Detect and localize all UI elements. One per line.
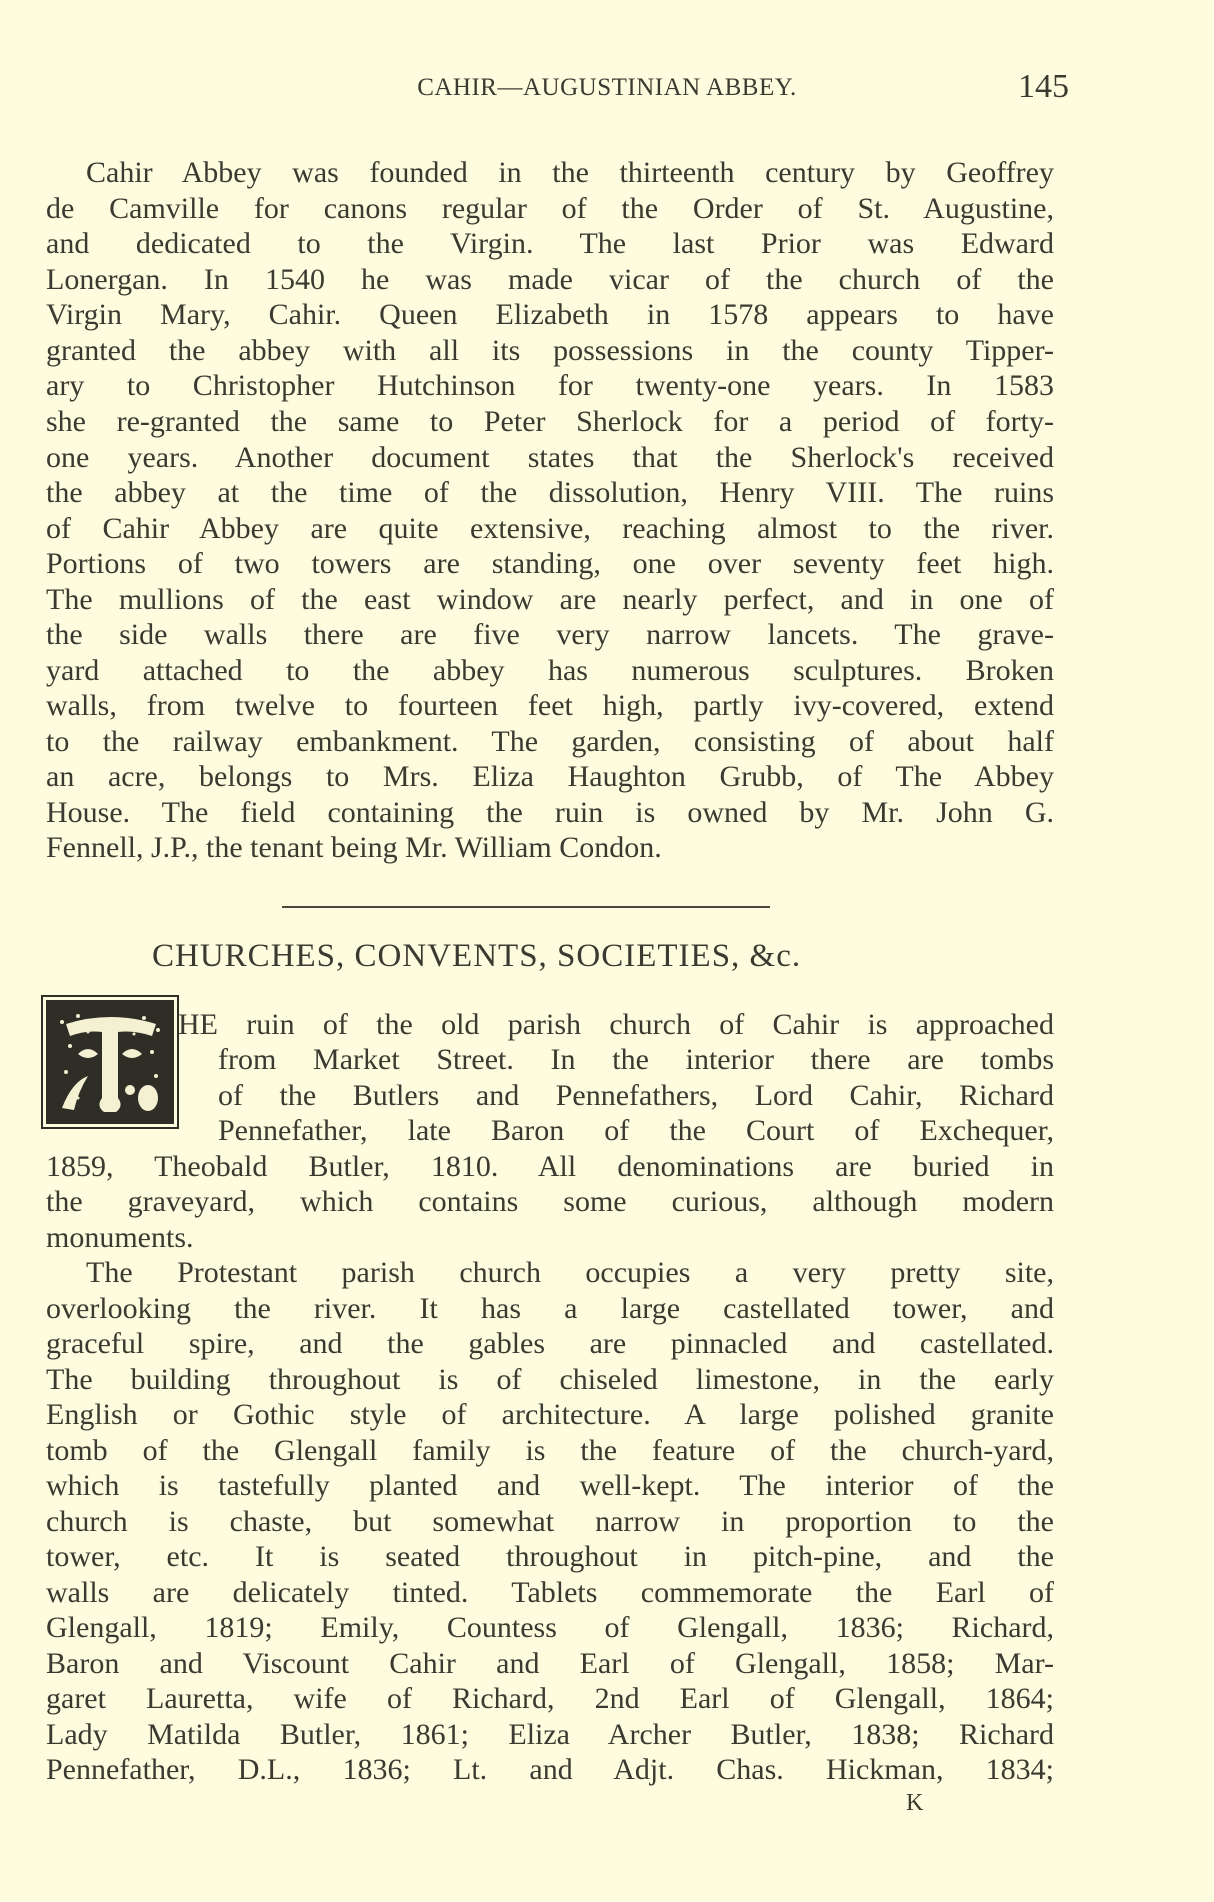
text-line: Pennefather, late Baron of the Court of Exchequer, [218,1114,1054,1147]
text-line: Pennefather, D.L., 1836; Lt. and Adjt. Chas. Hickman, 1834; [46,1753,1054,1786]
text-line: church is chaste, but somewhat narrow in proportion to the [46,1505,1054,1538]
running-head: CAHIR—AUGUSTINIAN ABBEY. [417,74,797,101]
text-line: yard attached to the abbey has numerous sculptures. Broken [46,654,1054,687]
text-line: monuments. [46,1221,194,1254]
text-line: garet Lauretta, wife of Richard, 2nd Earl of Glengall, 1864; [46,1682,1054,1715]
text-line: graceful spire, and the gables are pinnacled and castellated. [46,1327,1054,1360]
text-line: she re-granted the same to Peter Sherlock for a period of forty- [46,405,1054,438]
text-line: ary to Christopher Hutchinson for twenty-one years. In 1583 [46,369,1054,402]
text-line: Lady Matilda Butler, 1861; Eliza Archer Butler, 1838; Richard [46,1718,1054,1751]
text-line: English or Gothic style of architecture. A large polished granite [46,1398,1054,1431]
text-line: and dedicated to the Virgin. The last Prior was Edward [46,227,1054,260]
text-line: tomb of the Glengall family is the feature of the church-yard, [46,1434,1054,1467]
signature-mark: K [906,1790,924,1816]
section-heading: CHURCHES, CONVENTS, SOCIETIES, &c. [152,938,802,974]
text-line: Virgin Mary, Cahir. Queen Elizabeth in 1578 appears to have [46,298,1054,331]
text-line: granted the abbey with all its possessions in the county Tipper- [46,334,1054,367]
text-line: an acre, belongs to Mrs. Eliza Haughton Grubb, of The Abbey [46,760,1054,793]
text-line: The mullions of the east window are nearly perfect, and in one of [46,583,1054,616]
text-line: The building throughout is of chiseled limestone, in the early [46,1363,1054,1396]
page-number: 145 [1018,68,1069,105]
ornamental-drop-cap-t-icon [46,1000,174,1124]
text-line: Lonergan. In 1540 he was made vicar of the church of the [46,263,1054,296]
text-line: Baron and Viscount Cahir and Earl of Glengall, 1858; Mar- [46,1647,1054,1680]
text-line: House. The field containing the ruin is owned by Mr. John G. [46,796,1054,829]
text-line: the side walls there are five very narrow lancets. The grave- [46,618,1054,651]
text-line: the abbey at the time of the dissolution, Henry VIII. The ruins [46,476,1054,509]
text-line: de Camville for canons regular of the Order of St. Augustine, [46,192,1054,225]
text-line: the graveyard, which contains some curious, although modern [46,1185,1054,1218]
text-line: tower, etc. It is seated throughout in pitch-pine, and the [46,1540,1054,1573]
text-line: Portions of two towers are standing, one over seventy feet high. [46,547,1054,580]
text-line: Fennell, J.P., the tenant being Mr. William Condon. [46,831,662,864]
drop-cap-ornament-icon [48,1002,172,1122]
text-line: walls, from twelve to fourteen feet high, partly ivy-covered, extend [46,689,1054,722]
text-line: Cahir Abbey was founded in the thirteenth century by Geoffrey [86,156,1054,189]
text-line: overlooking the river. It has a large castellated tower, and [46,1292,1054,1325]
text-line: of Cahir Abbey are quite extensive, reaching almost to the river. [46,512,1054,545]
section-divider-rule [282,906,770,908]
text-line: to the railway embankment. The garden, consisting of about half [46,725,1054,758]
text-line: walls are delicately tinted. Tablets commemorate the Earl of [46,1576,1054,1609]
text-line: The Protestant parish church occupies a very pretty site, [86,1256,1054,1289]
text-line: which is tastefully planted and well-kept. The interior of the [46,1469,1054,1502]
text-line: from Market Street. In the interior there are tombs [218,1043,1054,1076]
text-line: Glengall, 1819; Emily, Countess of Glengall, 1836; Richard, [46,1611,1054,1644]
text-line: 1859, Theobald Butler, 1810. All denominations are buried in [46,1150,1054,1183]
text-line: of the Butlers and Pennefathers, Lord Cahir, Richard [218,1079,1054,1112]
text-line: one years. Another document states that the Sherlock's received [46,441,1054,474]
text-line: HE ruin of the old parish church of Cahir is approached [178,1008,1054,1041]
